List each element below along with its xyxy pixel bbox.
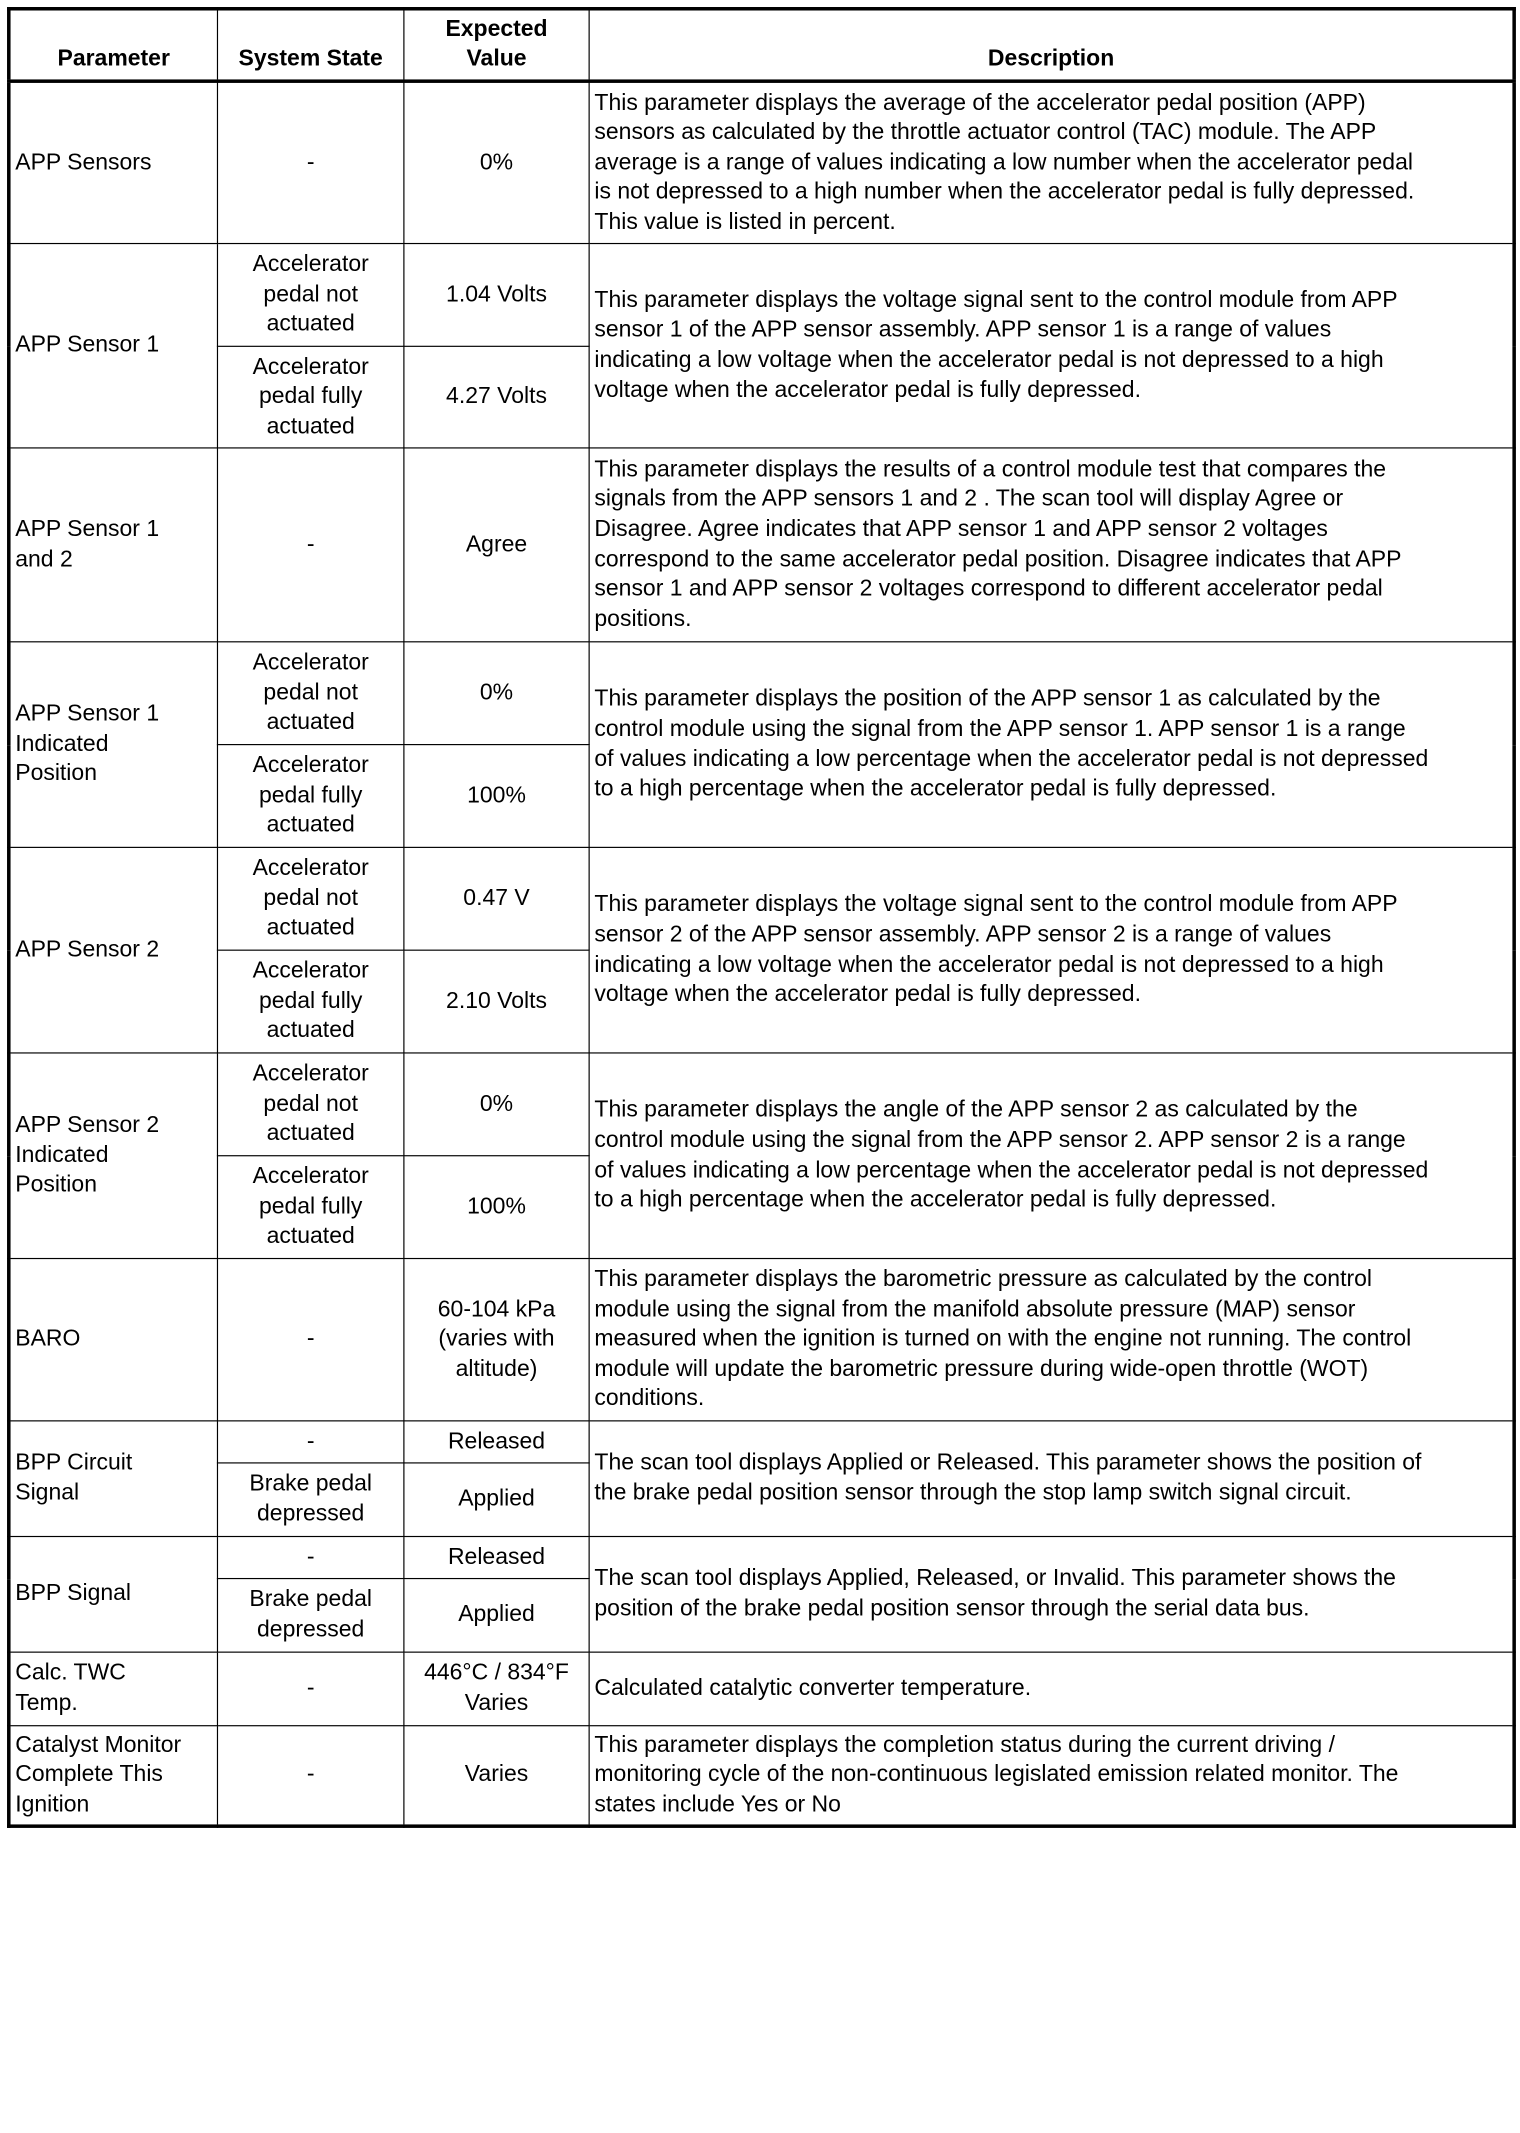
- table-row: [9, 1053, 1514, 1156]
- expected-value-cell: 0%: [404, 642, 589, 745]
- description-cell: This parameter displays the position of the APP sensor 1 as calculated by the control module using the signal from the APP sensor 1. APP sensor 1 is a range of values indicating a low percentage when the accelerator pedal is not depressed to a high percentage when the accelerator pedal is fully depressed.: [589, 642, 1514, 848]
- expected-value-cell: 0.47 V: [404, 847, 589, 950]
- parameter-cell: APP Sensor 1: [9, 244, 218, 448]
- system-state-cell: -: [217, 1421, 403, 1463]
- expected-value-cell: 0%: [404, 1053, 589, 1156]
- header-description: Description: [589, 9, 1514, 81]
- table-row: [9, 847, 1514, 950]
- parameter-cell: APP Sensor 2: [9, 847, 218, 1053]
- expected-value-cell: Released: [404, 1421, 589, 1463]
- system-state-cell: -: [217, 1652, 403, 1726]
- parameter-cell: Calc. TWC Temp.: [9, 1652, 218, 1726]
- description-cell: The scan tool displays Applied or Released. This parameter shows the position of the brake pedal position sensor through the stop lamp switch signal circuit.: [589, 1421, 1514, 1537]
- header-row: [9, 9, 1514, 81]
- expected-value-cell: 1.04 Volts: [404, 244, 589, 347]
- system-state-cell: -: [217, 448, 403, 642]
- parameter-cell: BARO: [9, 1259, 218, 1421]
- parameter-cell: APP Sensors: [9, 81, 218, 243]
- expected-value-cell: 60-104 kPa (varies with altitude): [404, 1259, 589, 1421]
- expected-value-cell: Agree: [404, 448, 589, 642]
- parameter-cell: APP Sensor 2 Indicated Position: [9, 1053, 218, 1259]
- parameter-cell: APP Sensor 1 and 2: [9, 448, 218, 642]
- system-state-cell: -: [217, 1537, 403, 1579]
- description-cell: This parameter displays the voltage signal sent to the control module from APP sensor 2 of the APP sensor assembly. APP sensor 2 is a range of values indicating a low voltage when the accelerator pedal is not depressed to a high voltage when the accelerator pedal is fully depressed.: [589, 847, 1514, 1053]
- expected-value-cell: Applied: [404, 1579, 589, 1653]
- parameter-cell: Catalyst Monitor Complete This Ignition: [9, 1726, 218, 1826]
- parameter-cell: APP Sensor 1 Indicated Position: [9, 642, 218, 848]
- table-row: [9, 1421, 1514, 1463]
- table-row: [9, 1726, 1514, 1826]
- system-state-cell: Accelerator pedal not actuated: [217, 847, 403, 950]
- header-system-state: System State: [217, 9, 403, 81]
- expected-value-cell: 446°C / 834°F Varies: [404, 1652, 589, 1726]
- table-row: [9, 642, 1514, 745]
- description-cell: This parameter displays the results of a control module test that compares the signals from the APP sensors 1 and 2 . The scan tool will display Agree or Disagree. Agree indicates that APP sensor 1 and APP sensor 2 voltages correspond to the same accelerator pedal position. Disagree indicates that APP sensor 1 and APP sensor 2 voltages correspond to different accelerator pedal positions.: [589, 448, 1514, 642]
- expected-value-cell: 100%: [404, 1156, 589, 1259]
- table-row: [9, 244, 1514, 347]
- system-state-cell: -: [217, 1726, 403, 1826]
- system-state-cell: Accelerator pedal fully actuated: [217, 950, 403, 1053]
- description-cell: This parameter displays the barometric pressure as calculated by the control module using the signal from the manifold absolute pressure (MAP) sensor measured when the ignition is turned on with the engine not running. The control module will update the barometric pressure during wide-open throttle (WOT) conditions.: [589, 1259, 1514, 1421]
- system-state-cell: Accelerator pedal not actuated: [217, 244, 403, 347]
- description-cell: Calculated catalytic converter temperature.: [589, 1652, 1514, 1726]
- system-state-cell: -: [217, 1259, 403, 1421]
- parameter-cell: BPP Circuit Signal: [9, 1421, 218, 1537]
- expected-value-cell: Applied: [404, 1463, 589, 1537]
- table-row: [9, 81, 1514, 243]
- expected-value-cell: 4.27 Volts: [404, 346, 589, 448]
- description-cell: This parameter displays the angle of the APP sensor 2 as calculated by the control module using the signal from the APP sensor 2. APP sensor 2 is a range of values indicating a low percentage when the accelerator pedal is not depressed to a high percentage when the accelerator pedal is fully depressed.: [589, 1053, 1514, 1259]
- system-state-cell: Accelerator pedal fully actuated: [217, 346, 403, 448]
- system-state-cell: Accelerator pedal not actuated: [217, 642, 403, 745]
- description-cell: The scan tool displays Applied, Released, or Invalid. This parameter shows the position of the brake pedal position sensor through the serial data bus.: [589, 1537, 1514, 1653]
- table-row: [9, 1652, 1514, 1726]
- table-row: [9, 448, 1514, 642]
- table-row: [9, 1259, 1514, 1421]
- expected-value-cell: 0%: [404, 81, 589, 243]
- system-state-cell: -: [217, 81, 403, 243]
- system-state-cell: Brake pedal depressed: [217, 1579, 403, 1653]
- expected-value-cell: 2.10 Volts: [404, 950, 589, 1053]
- expected-value-cell: Varies: [404, 1726, 589, 1826]
- parameter-cell: BPP Signal: [9, 1537, 218, 1653]
- description-cell: This parameter displays the voltage signal sent to the control module from APP sensor 1 of the APP sensor assembly. APP sensor 1 is a range of values indicating a low voltage when the accelerator pedal is not depressed to a high voltage when the accelerator pedal is fully depressed.: [589, 244, 1514, 448]
- system-state-cell: Accelerator pedal fully actuated: [217, 745, 403, 848]
- header-parameter: Parameter: [9, 9, 218, 81]
- system-state-cell: Accelerator pedal fully actuated: [217, 1156, 403, 1259]
- description-cell: This parameter displays the completion status during the current driving / monitoring cycle of the non-continuous legislated emission related monitor. The states include Yes or No: [589, 1726, 1514, 1826]
- parameter-table: [7, 7, 1516, 1828]
- expected-value-cell: Released: [404, 1537, 589, 1579]
- system-state-cell: Brake pedal depressed: [217, 1463, 403, 1537]
- description-cell: This parameter displays the average of the accelerator pedal position (APP) sensors as calculated by the throttle actuator control (TAC) module. The APP average is a range of values indicating a low number when the accelerator pedal is not depressed to a high number when the accelerator pedal is fully depressed. This value is listed in percent.: [589, 81, 1514, 243]
- header-expected-value: Expected Value: [404, 9, 589, 81]
- expected-value-cell: 100%: [404, 745, 589, 848]
- system-state-cell: Accelerator pedal not actuated: [217, 1053, 403, 1156]
- table-row: [9, 1537, 1514, 1579]
